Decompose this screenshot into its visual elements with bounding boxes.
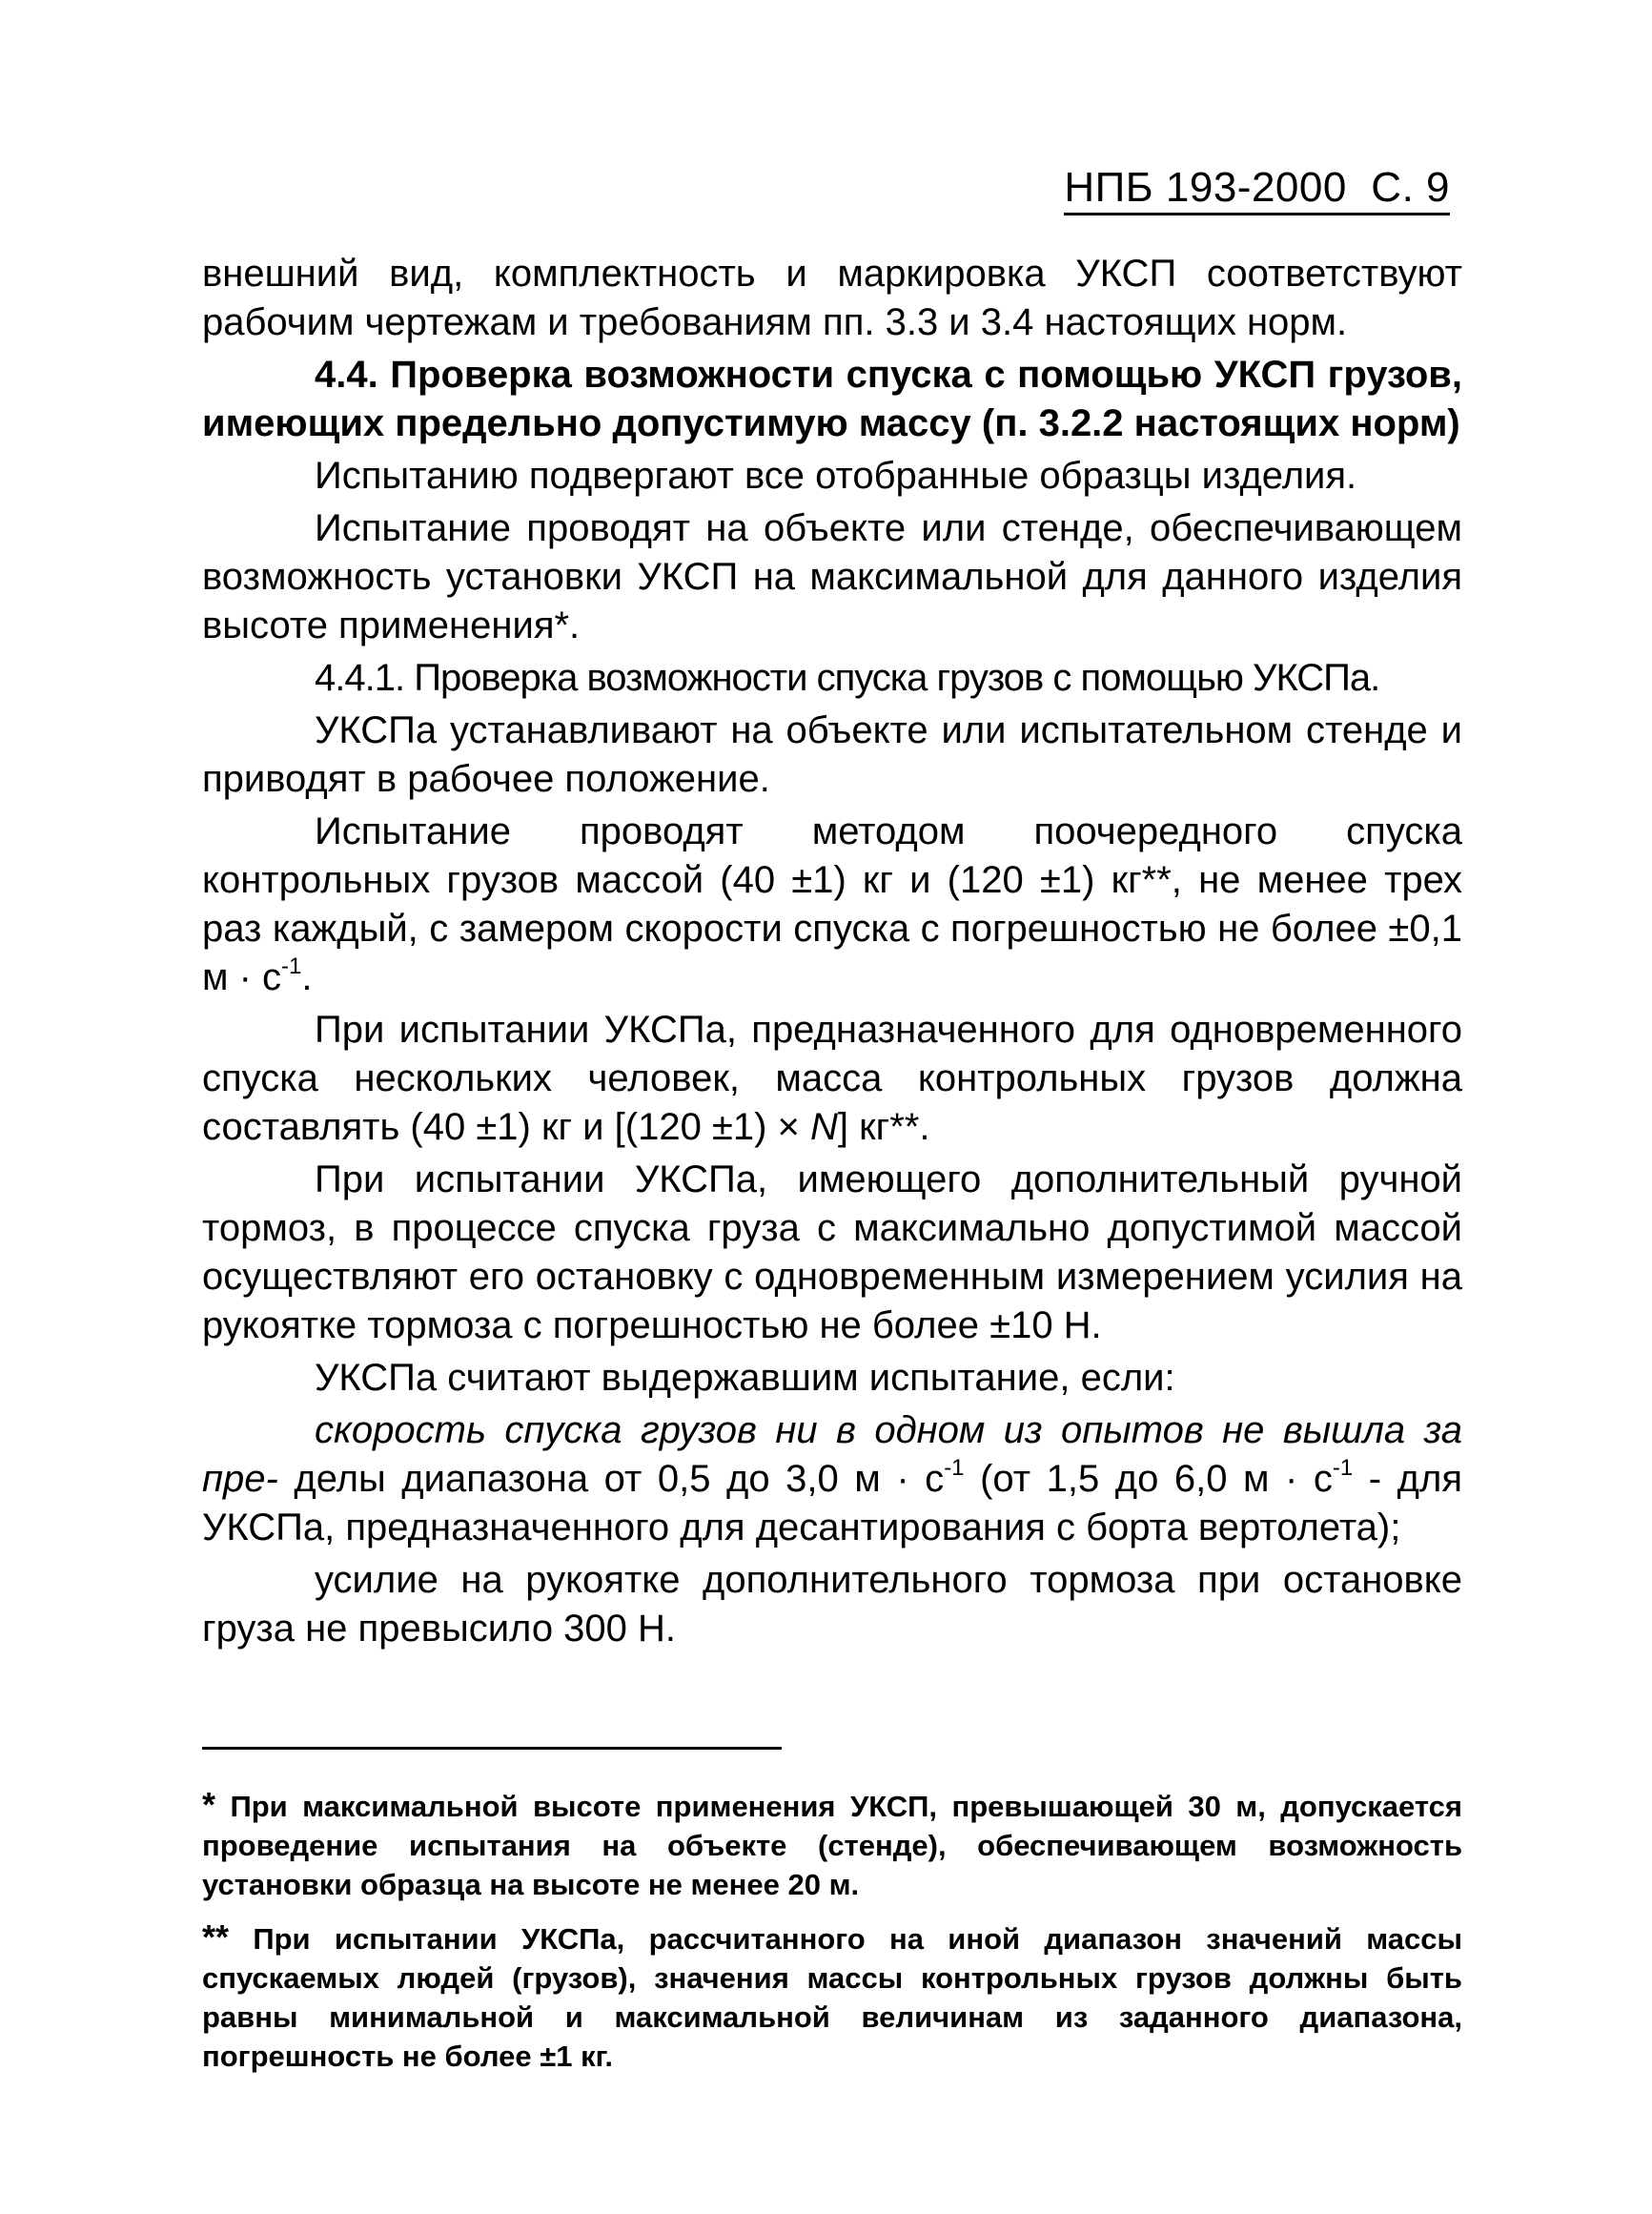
subsection-heading-4-4-1: 4.4.1. Проверка возможности спуска грузов с помощью УКСПа. bbox=[315, 657, 1380, 699]
paragraph-7-text: Испытание проводят методом поочередного спуска контрольных грузов массой (40 ±1) кг и (120 ±1) кг**, не менее трех раз каждый, с замером скорости спуска с погрешностью не более ±0,1 м · с bbox=[202, 810, 1462, 998]
paragraph-10: УКСПа считают выдержавшим испытание, если: bbox=[315, 1357, 1175, 1399]
paragraph-11-italic: скорость спуска грузов ни в одном из опытов не вышла за пре- bbox=[202, 1409, 1462, 1500]
doc-code: НПБ 193-2000 bbox=[1064, 164, 1347, 211]
footnotes bbox=[202, 1785, 1462, 2089]
paragraph-11-part-b: (от 1,5 до 6,0 м · с bbox=[964, 1458, 1333, 1500]
paragraph-3: Испытанию подвергают все отобранные образцы изделия. bbox=[315, 455, 1357, 497]
page-header bbox=[1064, 164, 1450, 212]
paragraph-11-superscript-2: -1 bbox=[1332, 1455, 1354, 1481]
paragraph-8-variable-n: N bbox=[810, 1106, 838, 1148]
footnote-divider bbox=[202, 1747, 782, 1750]
footnote-1-text: При максимальной высоте применения УКСП, превышающей 30 м, допускается проведение испытания на объекте (стенде), обеспечивающем возможность установки образца на высоте не менее 20 м. bbox=[202, 1790, 1462, 1901]
footnote-2 bbox=[202, 1917, 1462, 2076]
paragraph-6: УКСПа устанавливают на объекте или испытательном стенде и приводят в рабочее положение. bbox=[202, 709, 1462, 800]
paragraph-11-part-a: делы диапазона от 0,5 до 3,0 м · с bbox=[294, 1458, 945, 1500]
paragraph-8 bbox=[202, 1006, 1462, 1152]
page-number: С. 9 bbox=[1371, 164, 1450, 211]
main-text bbox=[202, 250, 1462, 1657]
header-reference bbox=[1064, 164, 1450, 215]
paragraph-11 bbox=[202, 1406, 1462, 1552]
paragraph-8-part-b: ] кг**. bbox=[837, 1106, 930, 1148]
paragraph-12: усилие на рукоятке дополнительного тормоза при остановке груза не превысило 300 Н. bbox=[202, 1559, 1462, 1650]
footnote-1-mark: * bbox=[202, 1785, 216, 1824]
paragraph-1: внешний вид, комплектность и маркировка УКСП соответствуют рабочим чертежам и требованиям пп. 3.3 и 3.4 настоящих норм. bbox=[202, 253, 1462, 343]
paragraph-4: Испытание проводят на объекте или стенде, обеспечивающем возможность установки УКСП на максимальной для данного изделия высоте применения*. bbox=[202, 507, 1462, 646]
section-heading-4-4: 4.4. Проверка возможности спуска с помощью УКСП грузов, имеющих предельно допустимую массу (п. 3.2.2 настоящих норм) bbox=[202, 354, 1462, 444]
footnote-1 bbox=[202, 1785, 1462, 1904]
paragraph-8-part-a: При испытании УКСПа, предназначенного для одновременного спуска нескольких человек, масса контрольных грузов должна составлять (40 ±1) кг и [(120 ±1) × bbox=[202, 1009, 1462, 1148]
paragraph-9: При испытании УКСПа, имеющего дополнительный ручной тормоз, в процессе спуска груза с максимально допустимой массой осуществляют его остановку с одновременным измерением усилия на рукоятке тормоза с погрешностью не более ±10 Н. bbox=[202, 1158, 1462, 1346]
footnote-2-text: При испытании УКСПа, рассчитанного на иной диапазон значений массы спускаемых людей (грузов), значения массы контрольных грузов должны быть равны минимальной и максимальной величинам из заданного диапазона, погрешность не более ±1 кг. bbox=[202, 1922, 1462, 2073]
footnote-2-mark: ** bbox=[202, 1917, 230, 1957]
paragraph-7-end: . bbox=[301, 956, 313, 998]
paragraph-7 bbox=[202, 808, 1462, 1002]
paragraph-11-superscript-1: -1 bbox=[944, 1455, 965, 1481]
paragraph-7-superscript: -1 bbox=[281, 953, 302, 979]
paragraph-11-part-c: - для УКСПа, предназначенного для десантирования с борта вертолета); bbox=[202, 1458, 1462, 1548]
